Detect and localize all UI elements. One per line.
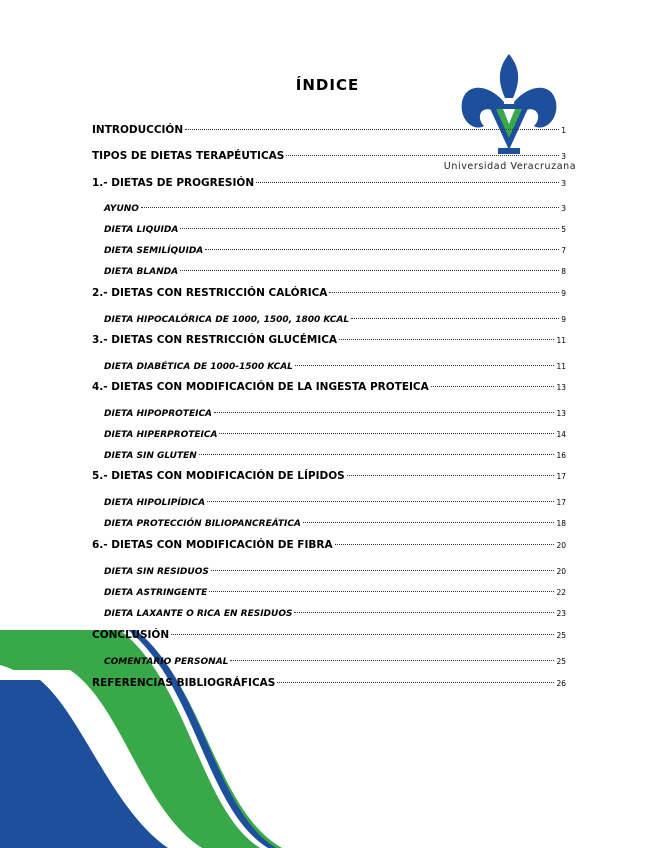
toc-entry-label: DIETA SIN RESIDUOS <box>104 567 209 577</box>
toc-entry[interactable] <box>92 628 566 642</box>
dot-leader <box>351 318 559 319</box>
university-name: Universidad Veracruzana <box>443 161 577 172</box>
toc-entry-page: 20 <box>556 567 566 576</box>
toc-entry-page: 13 <box>556 383 566 392</box>
dot-leader <box>339 339 554 340</box>
toc-entry[interactable] <box>92 676 566 690</box>
toc-entry[interactable] <box>104 517 566 531</box>
dot-leader <box>329 292 559 293</box>
toc-entry-label: 5.- DIETAS CON MODIFICACIÓN DE LÍPIDOS <box>92 470 345 482</box>
toc-entry-label: AYUNO <box>104 204 139 214</box>
toc-entry-page: 7 <box>561 246 566 255</box>
dot-leader <box>180 228 559 229</box>
dot-leader <box>295 365 555 366</box>
dot-leader <box>171 634 554 635</box>
dot-leader <box>199 454 555 455</box>
toc-entry-label: DIETA BLANDA <box>104 267 179 277</box>
toc-entry-label: DIETA LIQUIDA <box>104 225 179 235</box>
toc-entry-label: DIETA ASTRINGENTE <box>104 588 208 598</box>
dot-leader <box>205 249 559 250</box>
toc-entry-page: 23 <box>556 609 566 618</box>
toc-entry-page: 5 <box>561 225 566 234</box>
toc-entry[interactable] <box>104 565 566 579</box>
toc-entry[interactable] <box>104 223 566 237</box>
toc-entry[interactable] <box>104 202 566 216</box>
toc-entry-page: 14 <box>556 430 566 439</box>
toc-entry[interactable] <box>104 407 566 421</box>
toc-entry[interactable] <box>104 313 566 327</box>
toc-entry[interactable] <box>104 607 566 621</box>
toc-entry-page: 1 <box>561 126 566 135</box>
toc-entry-page: 26 <box>556 679 566 688</box>
dot-leader <box>180 270 559 271</box>
toc-entry[interactable] <box>104 496 566 510</box>
toc-entry-label: 4.- DIETAS CON MODIFICACIÓN DE LA INGESTA PROTEICA <box>92 381 429 393</box>
toc-entry-label: DIETA DIABÉTICA DE 1000-1500 KCAL <box>104 362 293 372</box>
toc-entry-label: 1.- DIETAS DE PROGRESIÓN <box>92 177 255 189</box>
toc-entry-page: 3 <box>561 204 566 213</box>
toc-entry[interactable] <box>92 176 566 190</box>
dot-leader <box>214 412 554 413</box>
toc-entry-page: 11 <box>556 362 566 371</box>
dot-leader <box>256 182 559 183</box>
toc-entry[interactable] <box>92 286 566 300</box>
toc-entry-label: DIETA SEMILÍQUIDA <box>104 246 204 256</box>
toc-entry-label: DIETA HIPOCALÓRICA DE 1000, 1500, 1800 KCAL <box>104 315 350 325</box>
toc-entry-page: 3 <box>561 179 566 188</box>
toc-entry-page: 16 <box>556 451 566 460</box>
toc-entry-label: 3.- DIETAS CON RESTRICCIÓN GLUCÉMICA <box>92 334 338 346</box>
dot-leader <box>185 129 559 130</box>
toc-entry-page: 9 <box>561 315 566 324</box>
toc-entry-label: DIETA SIN GLUTEN <box>104 451 197 461</box>
toc-entry-page: 9 <box>561 289 566 298</box>
dot-leader <box>219 433 554 434</box>
toc-entry-label: CONCLUSIÓN <box>92 629 170 641</box>
toc-entry-label: DIETA HIPOLIPÍDICA <box>104 498 206 508</box>
toc-entry[interactable] <box>104 265 566 279</box>
dot-leader <box>141 207 559 208</box>
toc-entry[interactable] <box>104 244 566 258</box>
toc-entry-page: 17 <box>556 472 566 481</box>
toc-entry[interactable] <box>104 449 566 463</box>
toc-entry[interactable] <box>92 333 566 347</box>
toc-entry-label: DIETA LAXANTE O RICA EN RESIDUOS <box>104 609 293 619</box>
toc-entry[interactable] <box>92 469 566 483</box>
dot-leader <box>286 155 559 156</box>
dot-leader <box>347 475 555 476</box>
toc-entry-label: REFERENCIAS BIBLIOGRÁFICAS <box>92 677 276 689</box>
dot-leader <box>207 501 554 502</box>
toc-entry-page: 25 <box>556 657 566 666</box>
toc-entry-page: 17 <box>556 498 566 507</box>
toc-entry-page: 13 <box>556 409 566 418</box>
toc-entry-page: 18 <box>556 519 566 528</box>
toc-entry-label: TIPOS DE DIETAS TERAPÉUTICAS <box>92 150 285 162</box>
dot-leader <box>431 386 555 387</box>
dot-leader <box>303 522 555 523</box>
page-title: ÍNDICE <box>295 76 360 94</box>
toc-entry-label: 6.- DIETAS CON MODIFICACIÓN DE FIBRA <box>92 539 333 551</box>
toc-entry-label: DIETA HIPERPROTEICA <box>104 430 218 440</box>
toc-entry-label: DIETA PROTECCIÓN BILIOPANCREÁTICA <box>104 519 301 529</box>
toc-entry[interactable] <box>92 123 566 137</box>
toc-entry-page: 8 <box>561 267 566 276</box>
toc-entry-page: 20 <box>556 541 566 550</box>
toc-entry-page: 22 <box>556 588 566 597</box>
dot-leader <box>335 544 555 545</box>
toc-entry-label: COMENTARIO PERSONAL <box>104 657 229 667</box>
toc-entry-page: 11 <box>556 336 566 345</box>
dot-leader <box>211 570 555 571</box>
toc-entry[interactable] <box>104 428 566 442</box>
dot-leader <box>230 660 554 661</box>
toc-entry-label: INTRODUCCIÓN <box>92 124 184 136</box>
toc-entry[interactable] <box>104 360 566 374</box>
dot-leader <box>277 682 554 683</box>
toc-entry[interactable] <box>92 538 566 552</box>
toc-entry-page: 25 <box>556 631 566 640</box>
toc-entry-label: DIETA HIPOPROTEICA <box>104 409 213 419</box>
dot-leader <box>209 591 554 592</box>
toc-entry[interactable] <box>92 380 566 394</box>
dot-leader <box>294 612 554 613</box>
toc-entry-page: 3 <box>561 152 566 161</box>
toc-entry[interactable] <box>104 655 566 669</box>
toc-entry[interactable] <box>104 586 566 600</box>
toc-entry[interactable] <box>92 149 566 163</box>
toc-entry-label: 2.- DIETAS CON RESTRICCIÓN CALÓRICA <box>92 287 328 299</box>
